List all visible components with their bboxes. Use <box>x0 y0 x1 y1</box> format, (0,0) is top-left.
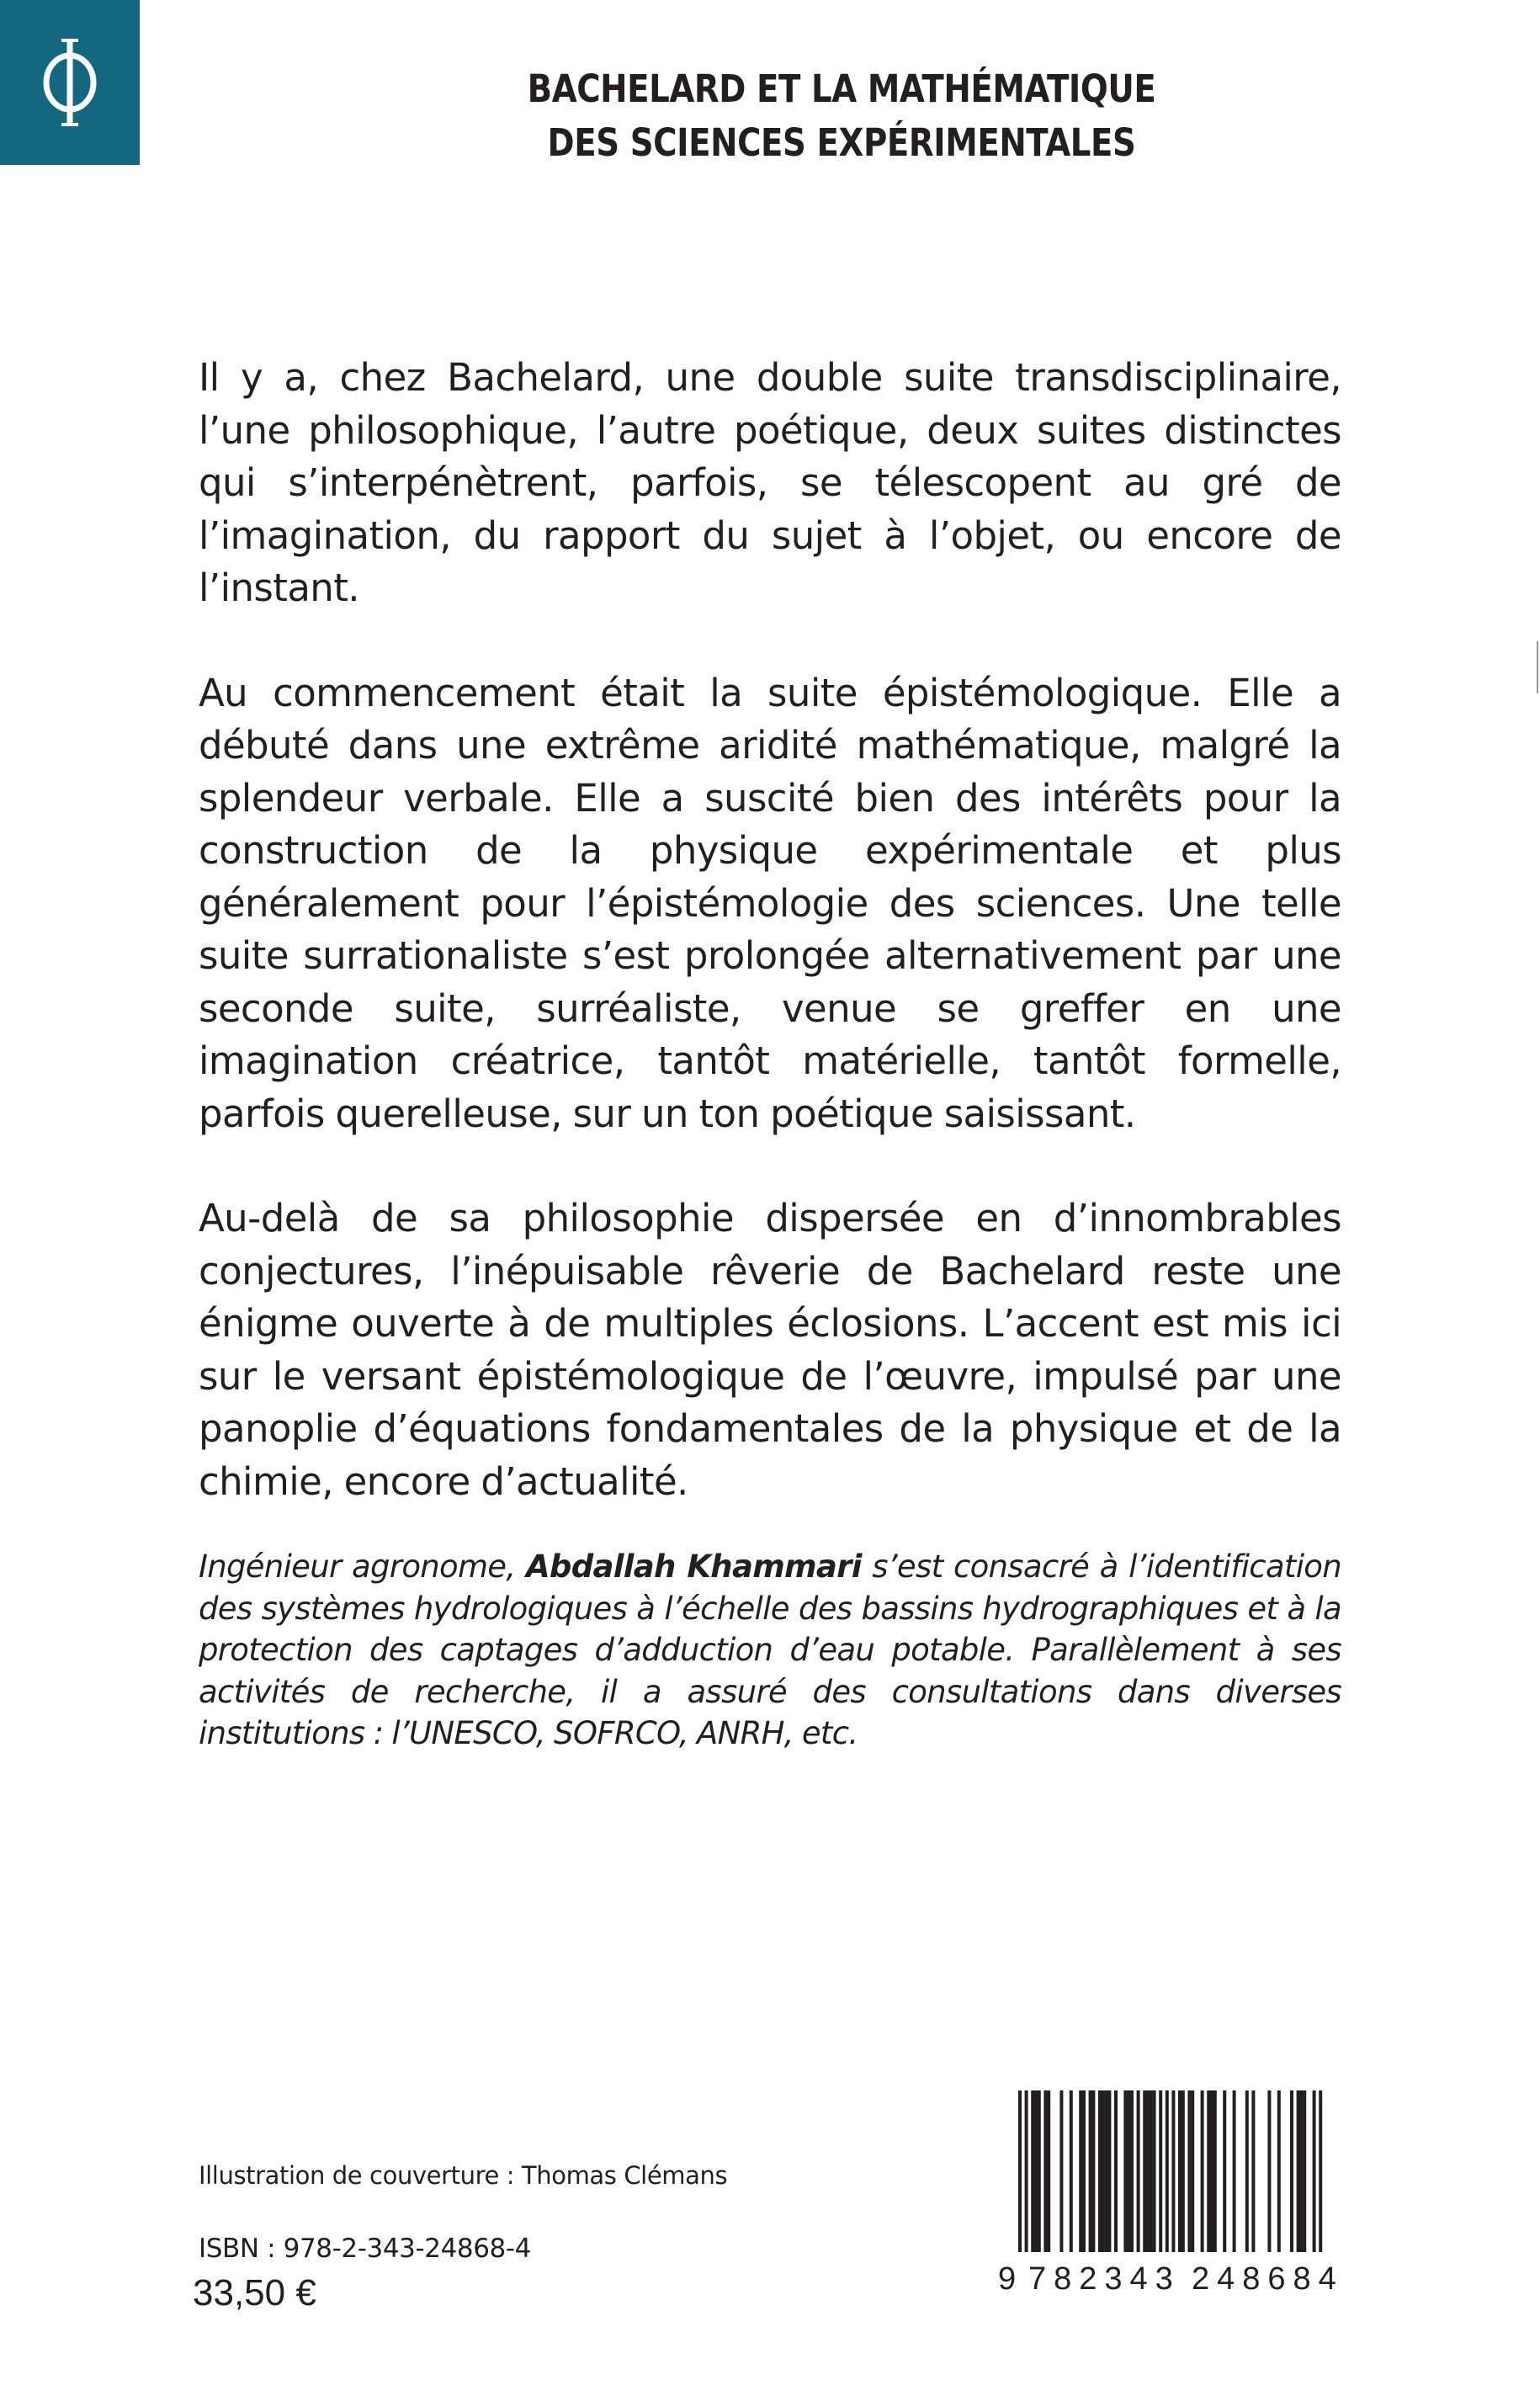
title-line-1: BACHELARD ET LA MATHÉMATIQUE <box>527 66 1156 111</box>
barcode-bar <box>1107 2090 1111 2252</box>
barcode-bar <box>1191 2090 1194 2252</box>
cover-credit: Illustration de couverture : Thomas Clémans <box>199 2161 728 2190</box>
barcode-bar <box>1070 2090 1073 2252</box>
barcode-bar <box>1098 2090 1102 2252</box>
barcode-bar <box>1102 2090 1105 2252</box>
barcode-bar <box>1182 2090 1185 2252</box>
barcode-bar <box>1303 2090 1306 2252</box>
barcode-bar <box>1127 2090 1130 2252</box>
bio-intro: Ingénieur agronome, <box>199 1548 526 1585</box>
blurb-paragraph-3: Au-delà de sa philosophie dispersée en d’innombrables conjectures, l’inépuisable rêverie de Bachelard reste une énigme ouverte à de multiples éclosions. L’accent est mis ici sur le versant épistémologique de l’œuvre, impulsé par une panoplie d’équations fondamentales de la physique et de la chimie, encore d’actualité. <box>199 1196 1341 1504</box>
barcode-bar <box>1059 2090 1063 2252</box>
barcode-bar <box>1082 2090 1086 2252</box>
barcode-bar <box>1201 2090 1204 2252</box>
barcode-bar <box>1089 2090 1092 2252</box>
barcode-bar <box>1130 2090 1134 2252</box>
barcode-bar <box>1153 2090 1156 2252</box>
barcode-bar <box>1047 2090 1050 2252</box>
barcode-bar <box>1038 2090 1041 2252</box>
author-name: Abdallah Khammari <box>525 1548 862 1585</box>
barcode-bar <box>1251 2090 1255 2252</box>
barcode-bar <box>1043 2090 1047 2252</box>
barcode-lead-digit: 9 <box>998 2261 1017 2292</box>
barcode-bar <box>1187 2090 1191 2252</box>
barcode-bar <box>1207 2090 1210 2252</box>
phi-icon <box>36 32 104 133</box>
barcode-bar <box>1245 2090 1249 2252</box>
barcode-bar <box>1223 2090 1226 2252</box>
barcode-bar <box>1079 2090 1082 2252</box>
book-title <box>523 62 1160 170</box>
barcode-bar <box>1299 2090 1303 2252</box>
barcode-bar <box>1123 2090 1127 2252</box>
barcode-bar <box>1210 2090 1213 2252</box>
barcode-bar <box>1213 2090 1217 2252</box>
blurb-paragraph-1: Il y a, chez Bachelard, une double suite transdisciplinaire, l’une philosophique, l’autre poétique, deux suites distinctes qui s’interpénètrent, parfois, se télescopent au gré de l’imagination, du rapport du sujet à l’objet, ou encore de l’instant. <box>199 355 1341 610</box>
barcode <box>993 2090 1362 2292</box>
barcode-bar <box>1150 2090 1153 2252</box>
blurb-paragraph-2: Au commencement était la suite épistémologique. Elle a débuté dans une extrême aridité mathématique, malgré la splendeur verbale. Elle a suscité bien des intérêts pour la construction de la physique expérimentale et plus généralement pour l’épistémologie des sciences. Une telle suite surrationaliste s’est prolongée alternativement par une seconde suite, surréaliste, venue se greffer en une imagination créatrice, tantôt matérielle, tantôt formelle, parfois querelleuse, sur un ton poétique saisissant. <box>199 670 1341 1136</box>
isbn: ISBN : 978-2-343-24868-4 <box>199 2234 531 2264</box>
barcode-bar <box>1034 2090 1038 2252</box>
edge-mark <box>1537 641 1538 693</box>
bio-text: s’est consacré à l’identification des systèmes hydrologiques à l’échelle des bassins hydrographiques et à la protection des captages d’adduction d’eau potable. Parallèlement à ses activités de recherche, il a assuré des consultations dans diverses institutions : l’UNESCO, SOFRCO, ANRH, etc. <box>199 1548 1341 1751</box>
barcode-bar <box>1297 2090 1300 2252</box>
barcode-bar <box>1137 2090 1140 2252</box>
barcode-bar <box>1277 2090 1281 2252</box>
author-bio <box>199 1546 1341 1755</box>
barcode-bar <box>1159 2090 1162 2252</box>
barcode-bar <box>1091 2090 1095 2252</box>
barcode-bar <box>1105 2090 1108 2252</box>
barcode-bar <box>1143 2090 1146 2252</box>
barcode-bar <box>1290 2090 1293 2252</box>
title-line-2: DES SCIENCES EXPÉRIMENTALES <box>547 120 1136 165</box>
barcode-bar <box>1178 2090 1182 2252</box>
barcode-bar <box>1031 2090 1034 2252</box>
price: 33,50 € <box>193 2272 316 2313</box>
barcode-bar <box>1233 2090 1236 2252</box>
barcode-bar <box>1146 2090 1150 2252</box>
publisher-logo <box>0 0 140 165</box>
blurb <box>199 352 1341 1560</box>
barcode-bar <box>1267 2090 1271 2252</box>
barcode-right-digits: 248684 <box>1192 2261 1344 2292</box>
barcode-bar <box>1114 2090 1118 2252</box>
barcode-left-digits: 782343 <box>1028 2261 1181 2292</box>
